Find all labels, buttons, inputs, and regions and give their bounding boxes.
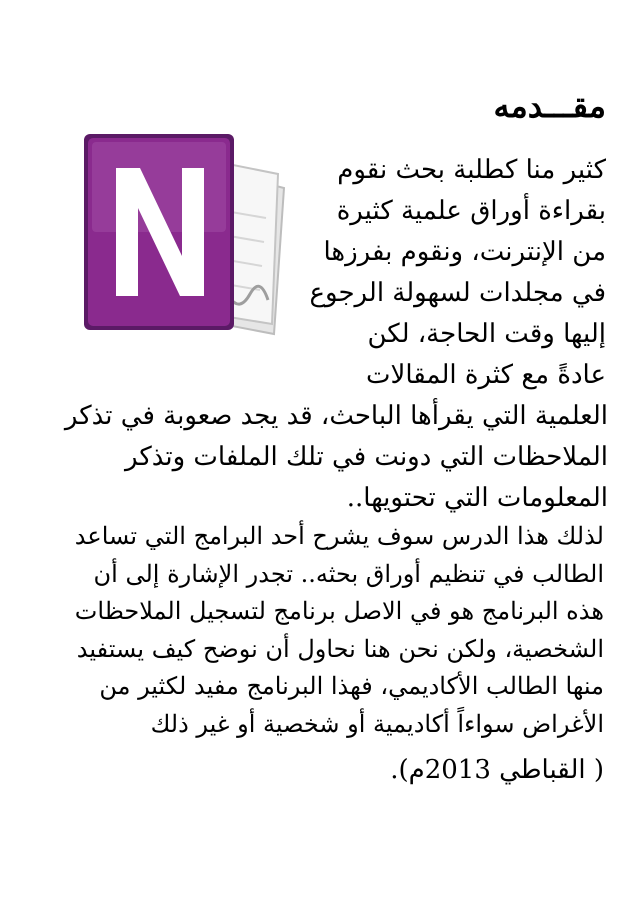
- text-line: لذلك هذا الدرس سوف يشرح أحد البرامج التي تساعد: [74, 522, 604, 550]
- intro-continuation: [8, 396, 608, 519]
- text-line: بقراءة أوراق علمية كثيرة: [336, 196, 606, 226]
- text-line: الطالب في تنظيم أوراق بحثه.. تجدر الإشارة إلى أن: [93, 559, 604, 588]
- text-line: منها الطالب الأكاديمي، فهذا البرنامج مفيد لكثير من: [99, 672, 604, 700]
- text-line: المعلومات التي تحتويها..: [346, 483, 608, 513]
- text-line: الملاحظات التي دونت في تلك الملفات وتذكر: [125, 442, 608, 472]
- text-line: الأغراض سواءاً أكاديمية أو شخصية أو غير ذلك: [150, 709, 604, 738]
- text-line: العلمية التي يقرأها الباحث، قد يجد صعوبة في تذكر: [64, 401, 608, 431]
- text-line: كثير منا كطلبة بحث نقوم: [337, 155, 606, 185]
- page-title: مقـــدمه: [493, 87, 606, 125]
- text-line: من الإنترنت، ونقوم بفرزها: [323, 237, 606, 267]
- onenote-logo-icon: [78, 128, 292, 344]
- text-line: إليها وقت الحاجة، لكن: [367, 319, 606, 349]
- text-line: الشخصية، ولكن نحن هنا نحاول أن نوضح كيف يستفيد: [76, 634, 604, 663]
- text-line: في مجلدات لسهولة الرجوع: [309, 278, 606, 308]
- text-line: عادةً مع كثرة المقالات: [366, 360, 606, 390]
- text-line: هذه البرنامج هو في الاصل برنامج لتسجيل الملاحظات: [74, 597, 604, 625]
- body-paragraph: [14, 518, 604, 743]
- citation: ( القباطي 2013م).: [390, 755, 604, 785]
- intro-text: [306, 150, 606, 396]
